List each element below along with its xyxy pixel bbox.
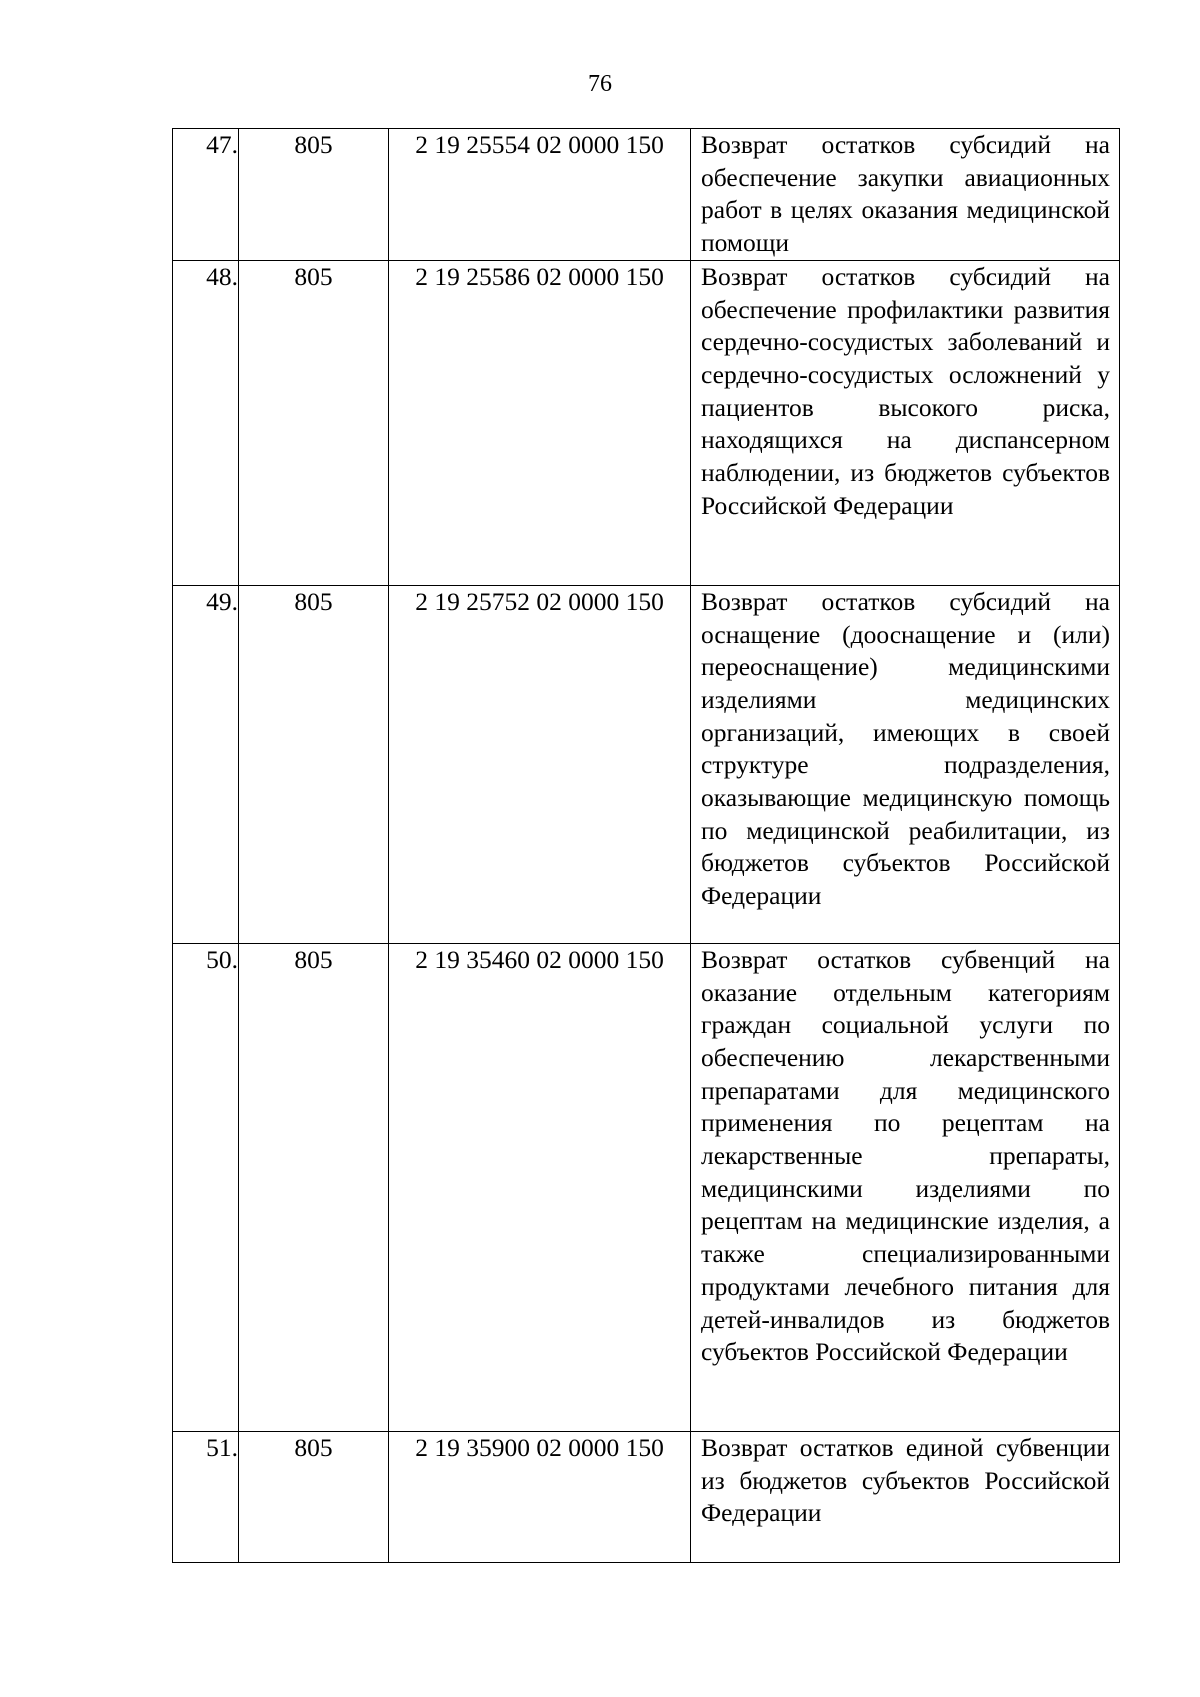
income-code: 2 19 25586 02 0000 150 xyxy=(389,260,691,585)
income-code: 2 19 35900 02 0000 150 xyxy=(389,1431,691,1562)
administrator-code: 805 xyxy=(239,1431,389,1562)
income-code: 2 19 25752 02 0000 150 xyxy=(389,585,691,943)
table-row xyxy=(173,260,1120,585)
row-number: 48. xyxy=(173,260,239,585)
administrator-code: 805 xyxy=(239,129,389,261)
budget-income-table xyxy=(172,128,1120,1563)
table-row xyxy=(173,129,1120,261)
table-row xyxy=(173,943,1120,1431)
table-row xyxy=(173,585,1120,943)
income-code: 2 19 25554 02 0000 150 xyxy=(389,129,691,261)
row-number: 50. xyxy=(173,943,239,1431)
administrator-code: 805 xyxy=(239,260,389,585)
income-name: Возврат остатков единой субвенции из бюджетов субъектов Российской Федерации xyxy=(691,1431,1120,1562)
page-number: 76 xyxy=(588,71,612,97)
administrator-code: 805 xyxy=(239,943,389,1431)
table-row xyxy=(173,1431,1120,1562)
income-name: Возврат остатков субсидий на оснащение (дооснащение и (или) переоснащение) медицинскими изделиями медицинских организаций, имеющих в своей структуре подразделения, оказывающие медицинскую помощь по медицинской реабилитации, из бюджетов субъектов Российской Федерации xyxy=(691,585,1120,943)
administrator-code: 805 xyxy=(239,585,389,943)
income-name: Возврат остатков субсидий на обеспечение закупки авиационных работ в целях оказания медицинской помощи xyxy=(691,129,1120,261)
income-code: 2 19 35460 02 0000 150 xyxy=(389,943,691,1431)
row-number: 51. xyxy=(173,1431,239,1562)
row-number: 47. xyxy=(173,129,239,261)
income-name: Возврат остатков субвенций на оказание отдельным категориям граждан социальной услуги по обеспечению лекарственными препаратами для медицинского применения по рецептам на лекарственные препараты, медицинскими изделиями по рецептам на медицинские изделия, а также специализированными продуктами лечебного питания для детей-инвалидов из бюджетов субъектов Российской Федерации xyxy=(691,943,1120,1431)
income-name: Возврат остатков субсидий на обеспечение профилактики развития сердечно-сосудистых заболеваний и сердечно-сосудистых осложнений у пациентов высокого риска, находящихся на диспансерном наблюдении, из бюджетов субъектов Российской Федерации xyxy=(691,260,1120,585)
row-number: 49. xyxy=(173,585,239,943)
